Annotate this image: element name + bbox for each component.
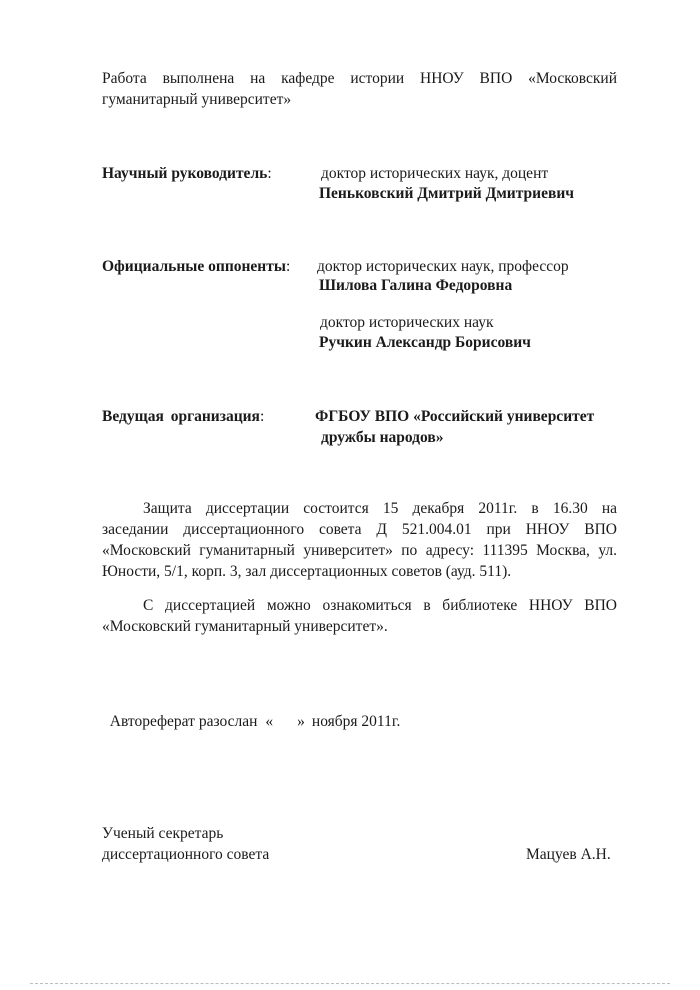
lead-org-label <box>102 406 264 427</box>
intro-line-2: гуманитарный университет» <box>102 91 292 108</box>
lead-org-line-2: дружбы народов» <box>321 429 444 446</box>
library-line-1: С диссертацией можно ознакомиться в библиотеке ННОУ ВПО <box>143 597 617 614</box>
supervisor-name: Пеньковский Дмитрий Дмитриевич <box>319 185 575 202</box>
lead-org-label-text: Ведущая организация <box>102 408 260 425</box>
page-bottom-edge <box>30 983 670 985</box>
dispatch-text-before: Автореферат разослан <box>109 713 258 730</box>
defense-line-3: «Московский гуманитарный университет» по адресу: 111395 Москва, ул. <box>102 542 617 559</box>
library-line-2: «Московский гуманитарный университет». <box>102 618 388 635</box>
opponents-label-colon: : <box>285 258 291 275</box>
opponent-2-title: доктор исторических наук <box>320 314 494 331</box>
dispatch-quote-open: « <box>265 713 274 730</box>
opponent-1-title: доктор исторических наук, профессор <box>317 258 569 275</box>
intro-line-1: Работа выполнена на кафедре истории ННОУ ВПО «Московский <box>102 70 617 87</box>
opponent-1-name: Шилова Галина Федоровна <box>319 277 513 294</box>
opponents-label <box>102 256 290 277</box>
secretary-line-2: диссертационного совета <box>102 846 270 863</box>
supervisor-label-colon: : <box>267 165 272 182</box>
dispatch-line <box>102 690 400 732</box>
opponent-2-name: Ручкин Александр Борисович <box>319 334 531 351</box>
dispatch-text-after: ноября 2011г. <box>311 713 401 730</box>
supervisor-label-text: Научный руководитель <box>102 165 268 182</box>
lead-org-label-colon: : <box>259 408 265 425</box>
supervisor-label <box>102 163 272 184</box>
defense-line-2: заседании диссертационного совета Д 521.004.01 при ННОУ ВПО <box>102 521 617 538</box>
secretary-line-1: Ученый секретарь <box>102 825 224 842</box>
opponents-label-text: Официальные оппоненты <box>102 258 286 275</box>
supervisor-title: доктор исторических наук, доцент <box>321 165 549 182</box>
secretary-name: Мацуев А.Н. <box>526 846 611 863</box>
defense-line-1: Защита диссертации состоится 15 декабря 2011г. в 16.30 на <box>143 500 617 517</box>
defense-line-4: Юности, 5/1, корп. 3, зал диссертационных советов (ауд. 511). <box>102 563 512 580</box>
dispatch-quote-close: » <box>297 713 305 730</box>
lead-org-line-1: ФГБОУ ВПО «Российский университет <box>315 408 595 425</box>
